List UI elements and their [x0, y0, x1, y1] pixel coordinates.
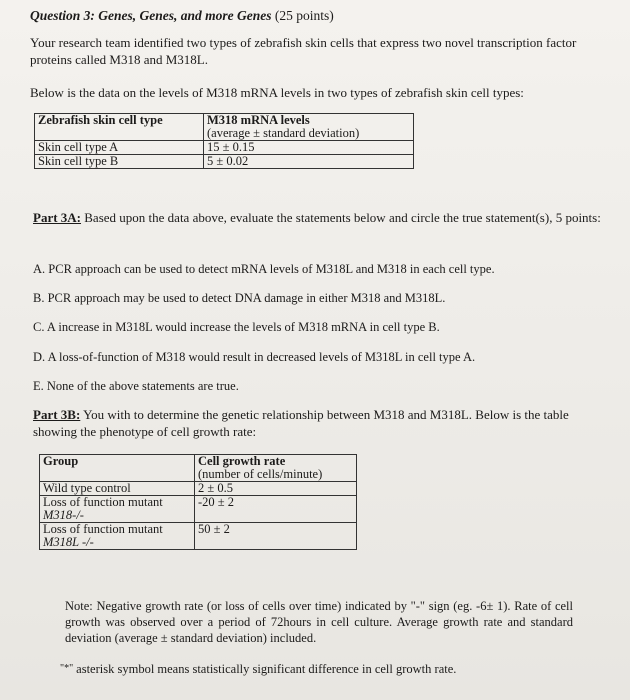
header-mrna-label: M318 mRNA levels: [207, 113, 310, 127]
question-title-text: Question 3: Genes, Genes, and more Genes: [30, 8, 272, 23]
table-header-row: [35, 114, 414, 141]
asterisk-text: asterisk symbol means statistically significant difference in cell growth rate.: [76, 662, 457, 676]
question-title: [30, 8, 334, 24]
table-header-group: Group: [40, 455, 195, 482]
asterisk-symbol: "*": [60, 663, 74, 674]
option-c[interactable]: C. A increase in M318L would increase the levels of M318 mRNA in cell type B.: [33, 320, 440, 334]
table-header-row: [40, 455, 357, 482]
part3a-label: Part 3A:: [33, 210, 82, 225]
question-points: (25 points): [274, 8, 334, 23]
group-label: Loss of function mutant: [43, 522, 163, 536]
table-row: [35, 141, 414, 155]
table-cell: Skin cell type A: [35, 141, 204, 155]
table-cell: 50 ± 2: [195, 523, 357, 550]
part3a-text: Based upon the data above, evaluate the statements below and circle the true statement(s), 5 points:: [81, 210, 601, 225]
header-growth-label: Cell growth rate: [198, 454, 286, 468]
option-a[interactable]: A. PCR approach can be used to detect mRNA levels of M318L and M318 in each cell type.: [33, 262, 495, 276]
part3a-prompt: [33, 209, 601, 226]
table-cell: [40, 496, 195, 523]
table-row: [40, 496, 357, 523]
table-row: [40, 523, 357, 550]
option-b[interactable]: B. PCR approach may be used to detect DNA damage in either M318 and M318L.: [33, 291, 446, 305]
asterisk-note: [60, 660, 580, 678]
table-cell: Wild type control: [40, 482, 195, 496]
table-cell: 15 ± 0.15: [204, 141, 414, 155]
option-d[interactable]: D. A loss-of-function of M318 would result in decreased levels of M318L in cell type A.: [33, 350, 476, 364]
group-genotype: M318L -/-: [43, 535, 94, 549]
mrna-levels-table: [34, 113, 414, 169]
table-row: [40, 482, 357, 496]
table-header-cell-type: Zebrafish skin cell type: [35, 114, 204, 141]
header-growth-sub: (number of cells/minute): [198, 467, 323, 481]
table-cell: Skin cell type B: [35, 155, 204, 169]
part3b-label: Part 3B:: [33, 407, 81, 422]
group-genotype: M318-/-: [43, 508, 84, 522]
part3b-prompt: [33, 406, 601, 440]
note-paragraph: Note: Negative growth rate (or loss of cells over time) indicated by "-" sign (eg. -6± 1). Rate of cell growth was observed over a period of 72hours in cell culture. Average growth rate and standard deviation (average ± standard deviation) included.: [65, 599, 573, 645]
table-header-mrna: [204, 114, 414, 141]
table1-intro: Below is the data on the levels of M318 mRNA levels in two types of zebrafish skin cell types:: [30, 85, 524, 100]
table-header-growth: [195, 455, 357, 482]
part3b-text: You with to determine the genetic relationship between M318 and M318L. Below is the table showing the phenotype of cell growth rate:: [33, 407, 569, 439]
growth-rate-table: [39, 454, 357, 550]
table-cell: 5 ± 0.02: [204, 155, 414, 169]
option-e[interactable]: E. None of the above statements are true.: [33, 379, 239, 393]
intro-paragraph: Your research team identified two types of zebrafish skin cells that express two novel transcription factor proteins called M318 and M318L.: [30, 35, 577, 67]
header-mrna-sub: (average ± standard deviation): [207, 126, 360, 140]
table-cell: [40, 523, 195, 550]
table-cell: 2 ± 0.5: [195, 482, 357, 496]
table-row: [35, 155, 414, 169]
group-label: Loss of function mutant: [43, 495, 163, 509]
table-cell: -20 ± 2: [195, 496, 357, 523]
